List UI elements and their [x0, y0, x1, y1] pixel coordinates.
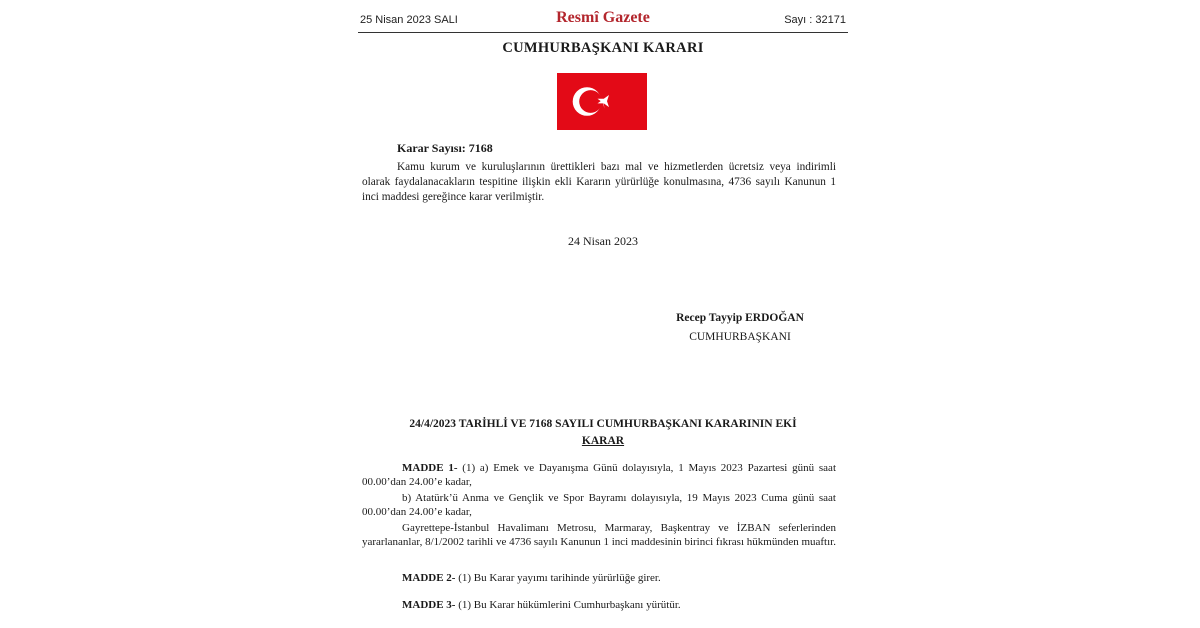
article-label: MADDE 3-: [402, 599, 456, 611]
article-3: MADDE 3- (1) Bu Karar hükümlerini Cumhurbaşkanı yürütür.: [402, 599, 681, 611]
signature-title: CUMHURBAŞKANI: [689, 331, 791, 343]
turkish-flag-icon: [557, 73, 647, 130]
article-1-body: Gayrettepe-İstanbul Havalimanı Metrosu, Marmaray, Başkentray ve İZBAN seferlerinden yararlananlar, 8/1/2002 tarihli ve 4736 sayılı Kanunun 1 inci maddesinin birinci fıkrası hükmünden muaftır.: [362, 522, 836, 548]
article-label: MADDE 1-: [402, 462, 458, 474]
signature-name: Recep Tayyip ERDOĞAN: [676, 312, 804, 324]
annex-title: 24/4/2023 TARİHLİ VE 7168 SAYILI CUMHURBAŞKANI KARARININ EKİ: [409, 418, 797, 430]
article-1b: b) Atatürk’ü Anma ve Gençlik ve Spor Bayramı dolayısıyla, 19 Mayıs 2023 Cuma günü saat 00.00’dan 24.00’e kadar,: [362, 492, 836, 518]
gazette-title: Resmî Gazete: [556, 9, 650, 26]
document-title: CUMHURBAŞKANI KARARI: [502, 40, 704, 56]
decision-date: 24 Nisan 2023: [568, 234, 638, 248]
article-1a: MADDE 1- (1) a) Emek ve Dayanışma Günü dolayısıyla, 1 Mayıs 2023 Pazartesi günü saat 00.00’dan 24.00’e kadar,: [362, 462, 836, 488]
decision-number: Karar Sayısı: 7168: [397, 141, 493, 155]
article-2: MADDE 2- (1) Bu Karar yayımı tarihinde yürürlüğe girer.: [402, 572, 661, 584]
issue-number: Sayı : 32171: [784, 14, 846, 26]
issue-date: 25 Nisan 2023 SALI: [360, 14, 458, 26]
article-label: MADDE 2-: [402, 572, 456, 584]
annex-subtitle: KARAR: [581, 435, 625, 447]
gazette-header: [358, 8, 848, 33]
decision-body: Kamu kurum ve kuruluşlarının ürettikleri bazı mal ve hizmetlerden ücretsiz veya indirimli olarak faydalanacakların tespitine ilişkin ekli Kararın yürürlüğe konulmasına, 4736 sayılı Kanunun 1 inci maddesi gereğince karar verilmiştir.: [362, 161, 836, 203]
